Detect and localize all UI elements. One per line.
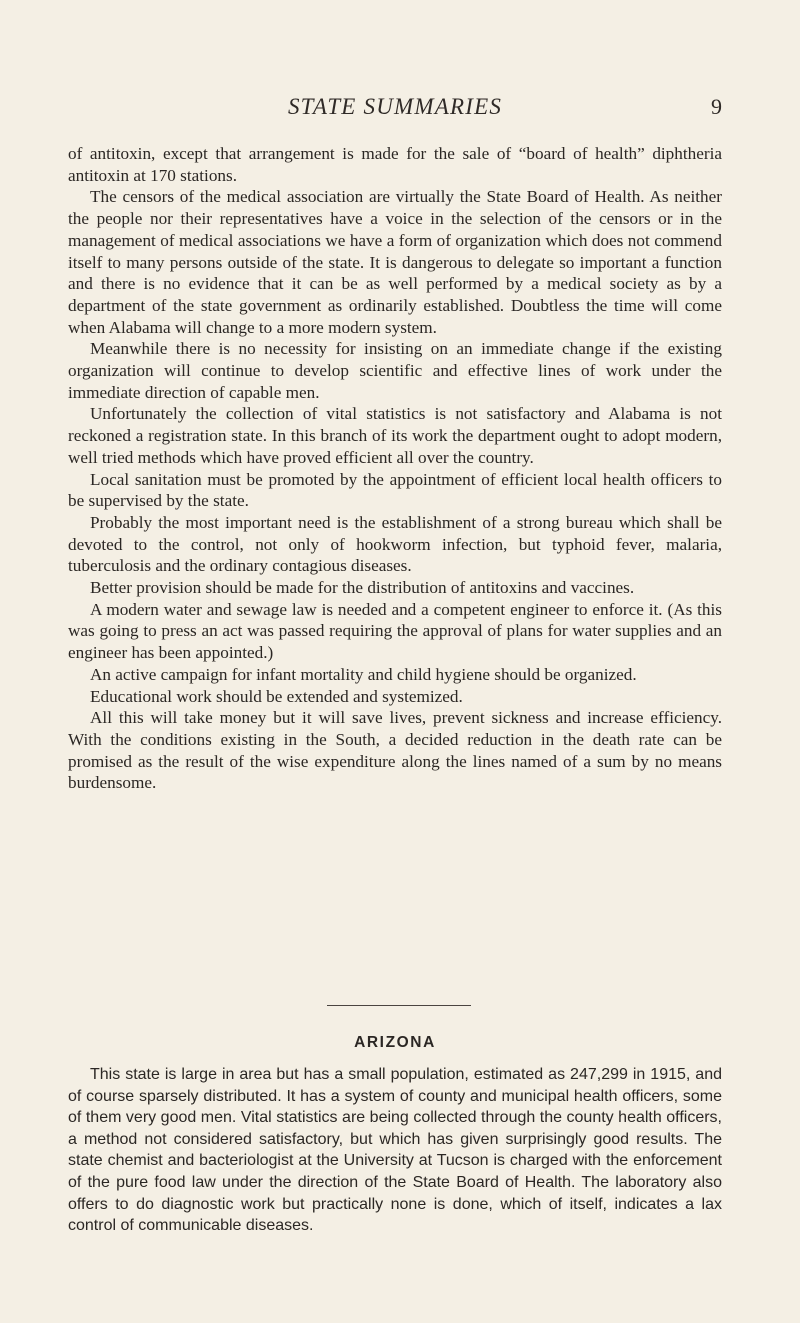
page-number: 9 <box>711 94 722 119</box>
running-head <box>68 94 722 126</box>
paragraph-antitoxins: Better provision should be made for the distribution of antitoxins and vaccines. <box>90 578 635 598</box>
paragraph-water-sewage: A modern water and sewage law is needed and a competent engineer to enforce it. (As this was going to press an act was passed requiring the approval of plans for water supplies and an engineer has been appointed.) <box>68 599 722 663</box>
paragraph-local-sanitation: Local sanitation must be promoted by the appointment of efficient local health officers to be supervised by the state. <box>68 469 722 511</box>
paragraph-arizona: This state is large in area but has a small population, estimated as 247,299 in 1915, and of course sparsely distributed. It has a system of county and municipal health officers, some of them very good men. Vital statistics are being collected through the county health officers, a method not considered satisfactory, but which has given surprisingly good results. The state chemist and bacteriologist at the University at Tucson is charged with the enforcement of the pure food law under the direction of the State Board of Health. The laboratory also offers to do diagnostic work but practically none is done, which of itself, indicates a lax control of communicable diseases. <box>68 1066 722 1235</box>
paragraph-bureau: Probably the most important need is the establishment of a strong bureau which shall be devoted to the control, not only of hookworm infection, but typhoid fever, malaria, tuberculosis and the ordinary contagious diseases. <box>68 512 722 576</box>
paragraph-antitoxin-continuation: of antitoxin, except that arrangement is made for the sale of “board of health” diphtheria antitoxin at 170 stations. <box>68 144 722 185</box>
paragraph-vital-statistics: Unfortunately the collection of vital statistics is not satisfactory and Alabama is not reckoned a registration state. In this branch of its work the department ought to adopt modern, well tried methods which have proved efficient all over the country. <box>68 404 722 467</box>
running-title: STATE SUMMARIES <box>287 94 503 119</box>
paragraph-educational-work: Educational work should be extended and systemized. <box>90 686 463 706</box>
paragraph-meanwhile: Meanwhile there is no necessity for insisting on an immediate change if the existing organization will continue to develop scientific and effective lines of work under the immediate direction of capable men. <box>68 339 722 402</box>
alabama-summary-text <box>68 143 722 794</box>
paragraph-infant-mortality: An active campaign for infant mortality and child hygiene should be organized. <box>90 664 637 684</box>
arizona-summary-text <box>68 1064 722 1237</box>
section-heading-arizona: ARIZONA <box>354 1034 436 1051</box>
paragraph-money: All this will take money but it will save lives, prevent sickness and increase efficiency. With the conditions existing in the South, a decided reduction in the death rate can be promised as the result of the wise expenditure along the lines named of a sum by no means burdensome. <box>68 708 722 793</box>
section-divider <box>327 1005 471 1006</box>
paragraph-censors: The censors of the medical association are virtually the State Board of Health. As neither the people nor their representatives have a voice in the selection of the censors or in the management of medical associations we have a form of organization which does not commend itself to many persons outside of the state. It is dangerous to delegate so important a function and there is no evidence that it can be as well performed by a medical society as by a department of the state government as ordinarily established. Doubtless the time will come when Alabama will change to a more modern system. <box>68 187 722 337</box>
